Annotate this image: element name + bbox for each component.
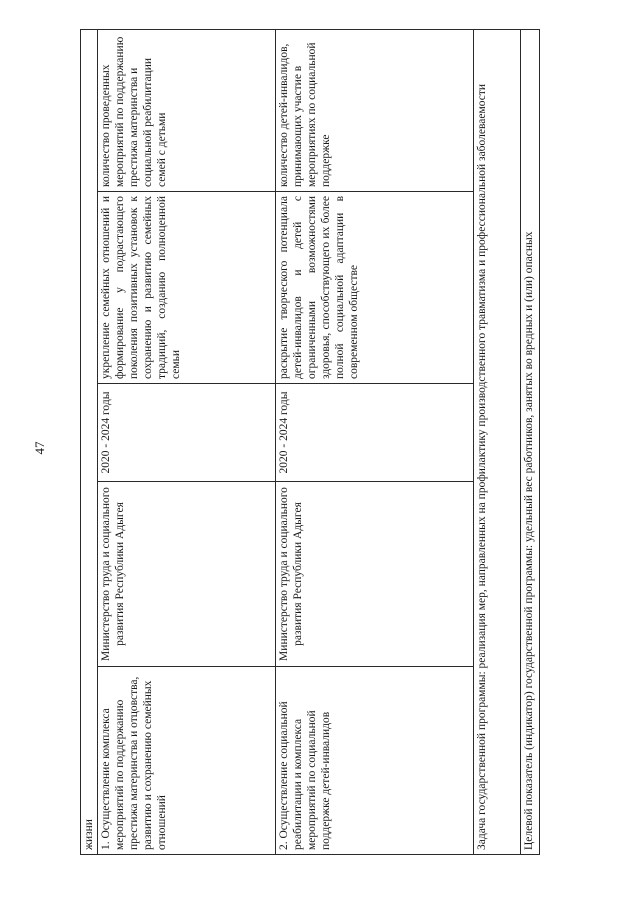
top-row-text: жизни	[81, 29, 98, 854]
page-number: 47	[32, 441, 47, 455]
task-row	[474, 29, 521, 854]
activity-cell: 1. Осуществление комплекса мероприятий по поддержанию престижа материнства и отцовства, развитию и сохранению семейных отношений	[98, 667, 276, 855]
period-cell: 2020 - 2024 годы	[276, 384, 474, 482]
task-text: Задача государственной программы: реализация мер, направленных на профилактику производственного травматизма и профессиональной заболеваемости	[474, 29, 521, 854]
executor-cell: Министерство труда и социального развития Республики Адыгея	[98, 482, 276, 667]
program-table	[80, 29, 540, 855]
activity-cell: 2. Осуществление социальной реабилитации и комплекса мероприятий по социальной поддержке детей-инвалидов	[276, 667, 474, 855]
indicator-cell: количество детей-инвалидов, принимающих участие в мероприятиях по социальной поддержке	[276, 29, 474, 191]
indicator-cell: количество проведенных мероприятий по поддержанию престижа материнства и социальной реабилитации семей с детьми	[98, 29, 276, 191]
table-row	[98, 29, 276, 854]
result-cell: укрепление семейных отношений и формирование у подрастающего поколения позитивных установок к сохранению и развитию семейных традиций, созданию полноценной семьи	[98, 192, 276, 384]
table-wrapper	[80, 30, 600, 855]
indicator-text: Целевой показатель (индикатор) государственной программы: удельный вес работников, занятых во вредных и (или) опасных	[521, 29, 540, 854]
table-row-top	[81, 29, 98, 854]
result-cell: раскрытие творческого потенциала детей-инвалидов и детей с ограниченными возможностями здоровья, способствующего их более полной социальной адаптации в современном обществе	[276, 192, 474, 384]
executor-cell: Министерство труда и социального развития Республики Адыгея	[276, 482, 474, 667]
period-cell: 2020 - 2024 годы	[98, 384, 276, 482]
table-row	[276, 29, 474, 854]
indicator-row	[521, 29, 540, 854]
rotated-page	[80, 30, 640, 850]
